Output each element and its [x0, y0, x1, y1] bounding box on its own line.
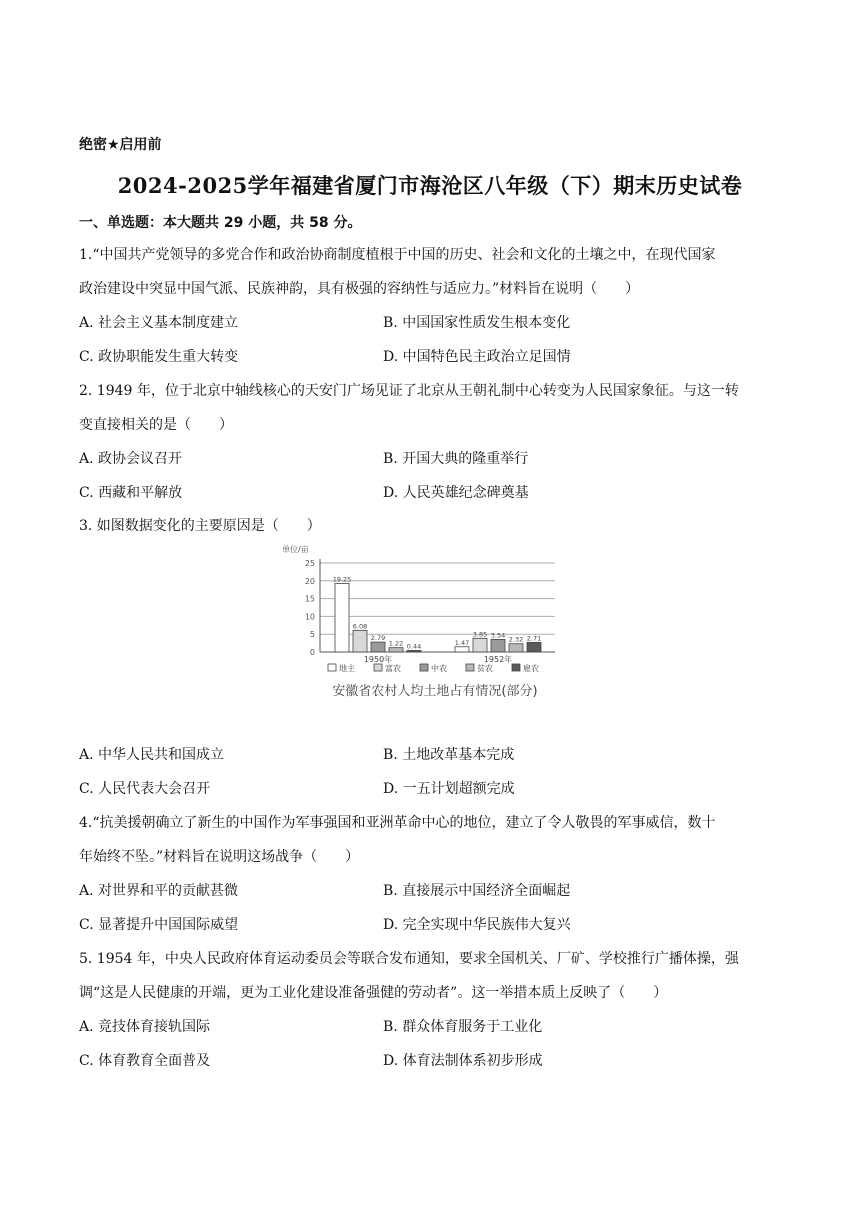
land-chart: [280, 543, 590, 708]
question-5-option-d[interactable]: D. 体育法制体系初步形成: [383, 1053, 543, 1069]
question-3-option-c[interactable]: C. 人民代表大会召开: [79, 781, 211, 797]
bar-0-0: [335, 583, 349, 652]
bar-1-1: [473, 638, 487, 652]
question-2-option-a[interactable]: A. 政协会议召开: [79, 451, 183, 467]
question-3-option-a[interactable]: A. 中华人民共和国成立: [79, 747, 225, 763]
question-3-line-1: 3. 如图数据变化的主要原因是（ ）: [79, 518, 321, 534]
question-4-option-b[interactable]: B. 直接展示中国经济全面崛起: [383, 883, 571, 899]
question-1-line-2: 政治建设中突显中国气派、民族神韵，具有极强的容纳性与适应力。”材料旨在说明（ ）: [79, 281, 640, 297]
question-2-option-d[interactable]: D. 人民英雄纪念碑奠基: [383, 485, 529, 501]
question-1-line-1: 1.“中国共产党领导的多党合作和政治协商制度植根于中国的历史、社会和文化的土壤之中，在现代国家: [79, 247, 716, 263]
legend-label: 富农: [385, 664, 401, 673]
bar-value-label: 3.54: [490, 631, 506, 640]
question-2-option-c[interactable]: C. 西藏和平解放: [79, 485, 183, 501]
question-4-line-2: 年始终不坠。”材料旨在说明这场战争（ ）: [79, 849, 360, 865]
secret-label: 绝密★启用前: [79, 137, 162, 153]
bar-value-label: 19.25: [332, 575, 352, 584]
legend-swatch: [512, 664, 520, 671]
question-1-option-c[interactable]: C. 政协职能发生重大转变: [79, 349, 239, 365]
question-1-option-b[interactable]: B. 中国国家性质发生根本变化: [383, 315, 571, 331]
chart-title: 安徽省农村人均土地占有情况(部分): [332, 684, 538, 699]
section-heading: 一、单选题：本大题共 29 小题，共 58 分。: [79, 215, 362, 231]
legend-swatch: [466, 664, 474, 671]
legend-swatch: [374, 664, 382, 671]
x-category-label: 1952年: [483, 655, 513, 664]
legend-label: 雇农: [523, 664, 539, 673]
question-5-line-2: 调“这是人民健康的开端，更为工业化建设准备强健的劳动者”。这一举措本质上反映了（ ）: [79, 985, 668, 1001]
question-5-option-a[interactable]: A. 竞技体育接轨国际: [79, 1019, 211, 1035]
bar-value-label: 2.71: [526, 634, 542, 643]
bar-0-3: [389, 648, 403, 652]
y-tick-label: 10: [304, 612, 315, 622]
land-chart-svg: [280, 543, 590, 708]
question-5-line-1: 5. 1954 年，中央人民政府体育运动委员会等联合发布通知，要求全国机关、厂矿、学校推行广播体操，强: [79, 951, 739, 967]
bar-value-label: 0.44: [406, 642, 422, 651]
question-2-line-2: 变直接相关的是（ ）: [79, 417, 233, 433]
y-tick-label: 20: [304, 576, 315, 586]
legend-swatch: [328, 664, 336, 671]
question-1-option-d[interactable]: D. 中国特色民主政治立足国情: [383, 349, 571, 365]
question-3-option-b[interactable]: B. 土地改革基本完成: [383, 747, 515, 763]
legend-label: 中农: [431, 664, 447, 673]
bar-1-2: [491, 639, 505, 652]
question-4-line-1: 4.“抗美援朝确立了新生的中国作为军事强国和亚洲革命中心的地位，建立了令人敬畏的军事威信，数十: [79, 815, 716, 831]
question-4-option-c[interactable]: C. 显著提升中国国际威望: [79, 917, 239, 933]
bar-0-4: [407, 650, 421, 652]
y-axis-label: 单位/亩: [282, 545, 309, 554]
question-3-option-d[interactable]: D. 一五计划超额完成: [383, 781, 515, 797]
y-tick-label: 25: [304, 559, 315, 568]
bar-1-3: [509, 644, 523, 652]
question-5-option-c[interactable]: C. 体育教育全面普及: [79, 1053, 211, 1069]
bar-0-1: [353, 630, 367, 652]
legend-label: 贫农: [477, 664, 493, 673]
y-tick-label: 15: [304, 594, 315, 604]
question-1-option-a[interactable]: A. 社会主义基本制度建立: [79, 315, 239, 331]
bar-1-0: [455, 647, 469, 652]
legend-label: 地主: [339, 664, 355, 673]
y-tick-label: 5: [309, 630, 315, 640]
exam-title: 2024-2025学年福建省厦门市海沧区八年级（下）期末历史试卷: [117, 173, 743, 198]
question-4-option-a[interactable]: A. 对世界和平的贡献甚微: [79, 883, 239, 899]
x-category-label: 1950年: [363, 655, 393, 664]
bar-0-2: [371, 642, 385, 652]
bar-value-label: 6.08: [352, 622, 368, 631]
bar-value-label: 2.32: [508, 635, 524, 644]
bar-value-label: 2.79: [370, 634, 386, 643]
bar-value-label: 3.85: [472, 630, 488, 639]
bar-1-4: [527, 642, 541, 652]
question-2-option-b[interactable]: B. 开国大典的隆重举行: [383, 451, 529, 467]
question-5-option-b[interactable]: B. 群众体育服务于工业化: [383, 1019, 543, 1035]
legend-swatch: [420, 664, 428, 671]
y-tick-label: 0: [309, 648, 315, 657]
question-2-line-1: 2. 1949 年，位于北京中轴线核心的天安门广场见证了北京从王朝礼制中心转变为人民国家象征。与这一转: [79, 383, 739, 399]
bar-value-label: 1.22: [388, 639, 404, 648]
question-4-option-d[interactable]: D. 完全实现中华民族伟大复兴: [383, 917, 571, 933]
bar-value-label: 1.47: [454, 638, 470, 647]
